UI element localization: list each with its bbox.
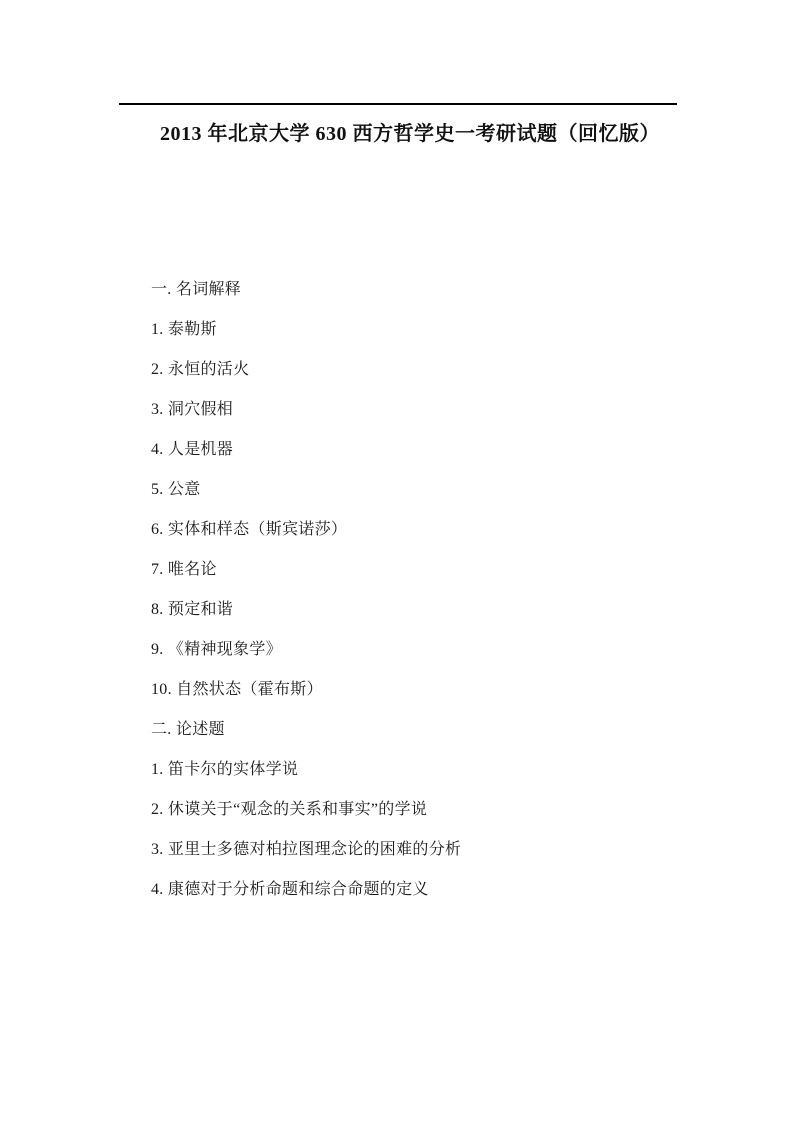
question-item: 2. 休谟关于“观念的关系和事实”的学说 (151, 801, 428, 818)
section-heading: 二. 论述题 (151, 721, 225, 738)
question-item: 5. 公意 (151, 481, 201, 498)
question-item: 8. 预定和谐 (151, 601, 234, 618)
document-body (151, 270, 711, 910)
question-item: 7. 唯名论 (151, 561, 217, 578)
question-item: 4. 康德对于分析命题和综合命题的定义 (151, 881, 429, 898)
question-item: 3. 亚里士多德对柏拉图理念论的困难的分析 (151, 841, 462, 858)
question-item: 10. 自然状态（霍布斯） (151, 681, 323, 698)
page-title: 2013 年北京大学 630 西方哲学史一考研试题（回忆版） (160, 123, 660, 145)
title-divider-rule (119, 103, 677, 105)
question-item: 6. 实体和样态（斯宾诺莎） (151, 521, 348, 538)
question-item: 4. 人是机器 (151, 441, 234, 458)
question-item: 2. 永恒的活火 (151, 361, 250, 378)
question-item: 3. 洞穴假相 (151, 401, 234, 418)
question-item: 1. 笛卡尔的实体学说 (151, 761, 299, 778)
section-heading: 一. 名词解释 (151, 281, 242, 298)
question-item: 1. 泰勒斯 (151, 321, 217, 338)
question-item: 9. 《精神现象学》 (151, 641, 283, 658)
